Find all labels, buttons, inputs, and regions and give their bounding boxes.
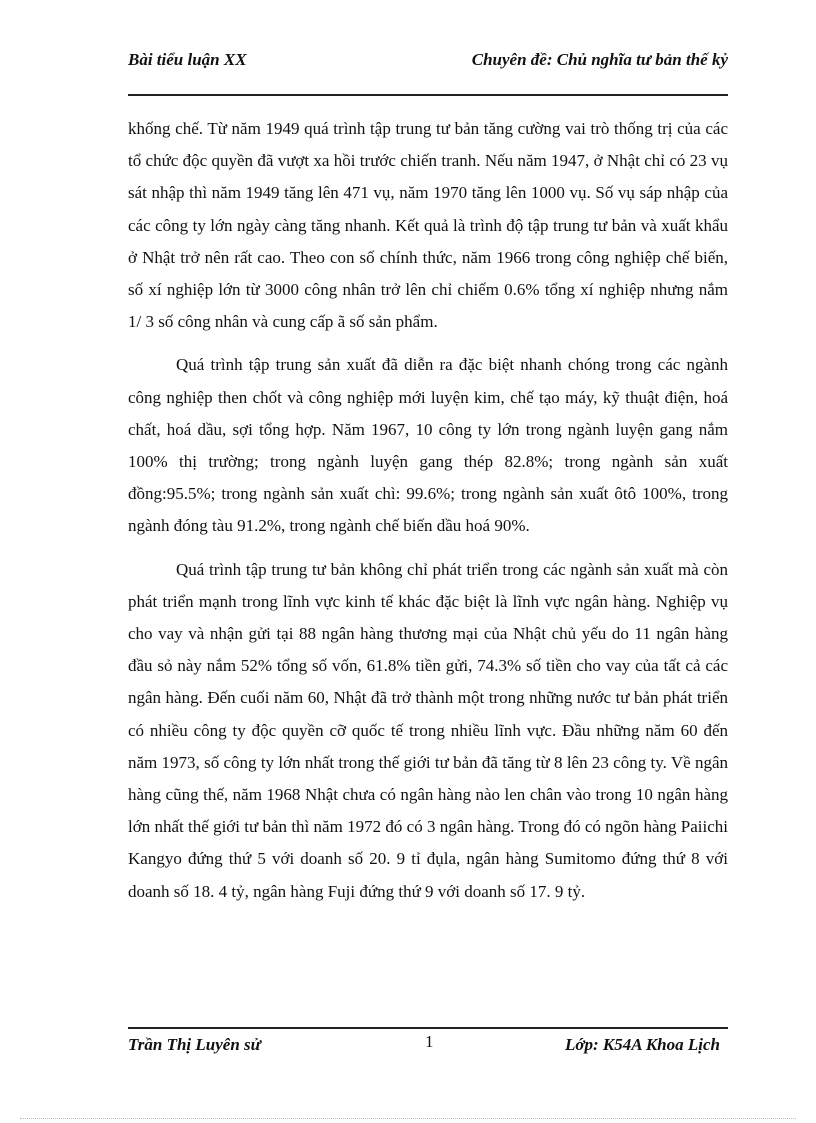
page-number: 1	[425, 1032, 434, 1051]
header-right-topic: Chuyên đề: Chủ nghĩa tư bản thế kỷ	[471, 50, 728, 69]
paragraph-3: Quá trình tập trung tư bản không chỉ phát triển trong các ngành sản xuất mà còn phát triển mạnh trong lĩnh vực kinh tế khác đặc biệt là lĩnh vực ngân hàng. Nghiệp vụ cho vay và nhận gửi tại 88 ngân hàng thương mại của Nhật chủ yếu do 11 ngân hàng đầu sỏ này nắm 52% tổng số vốn, 61.8% tiền gửi, 74.3% số tiền cho vay của tất cả các ngân hàng. Đến cuối năm 60, Nhật đã trở thành một trong những nước tư bản phát triển có nhiều công ty độc quyền cỡ quốc tế trong nhiều lĩnh vực. Đầu những năm 60 đến năm 1973, số công ty lớn nhất trong thế giới tư bản đã tăng từ 8 lên 23 công ty. Về ngân hàng cũng thế, năm 1968 Nhật chưa có ngân hàng nào len chân vào trong 10 ngân hàng lớn nhất thế giới tư bản thì năm 1972 đó có 3 ngân hàng. Trong đó có ngõn hàng Paiichi Kangyo đứng thứ 5 với doanh số 20. 9 tỉ đụla, ngân hàng Sumitomo đứng thứ 8 với doanh số 18. 4 tỷ, ngân hàng Fuji đứng thứ 9 với doanh số 17. 9 tỷ.	[128, 559, 728, 901]
page-footer	[128, 1027, 728, 1089]
paragraph-1: khống chế. Từ năm 1949 quá trình tập trung tư bản tăng cường vai trò thống trị của các tổ chức độc quyền đã vượt xa hồi trước chiến tranh. Nếu năm 1947, ở Nhật chỉ có 23 vụ sát nhập thì năm 1949 tăng lên 471 vụ, năm 1970 tăng lên 1000 vụ. Số vụ sáp nhập của các công ty lớn ngày càng tăng nhanh. Kết quả là trình độ tập trung tư bản và xuất khẩu ở Nhật trở nên rất cao. Theo con số chính thức, năm 1966 trong công nghiệp chế biến, số xí nghiệp lớn từ 3000 công nhân trở lên chỉ chiếm 0.6% tổng xí nghiệp nhưng nắm 1/ 3 số công nhân và cung cấp ã số sản phẩm.	[128, 119, 728, 332]
paragraph-2: Quá trình tập trung sản xuất đã diễn ra đặc biệt nhanh chóng trong các ngành công nghiệp then chốt và công nghiệp mới luyện kim, chế tạo máy, kỹ thuật điện, hoá chất, hoá dầu, sợi tổng hợp. Năm 1967, 10 công ty lớn trong ngành luyện gang nắm 100% thị trường; trong ngành luyện gang thép 82.8%; trong ngành sản xuất đồng:95.5%; trong ngành sản xuất chì: 99.6%; trong ngành sản xuất ôtô 100%, trong ngành đóng tàu 91.2%, trong ngành chế biến dầu hoá 90%.	[128, 355, 728, 536]
document-body	[128, 113, 728, 919]
footer-author: Trần Thị Luyên sử	[128, 1035, 261, 1054]
page-bottom-divider	[20, 1118, 796, 1119]
footer-class: Lớp: K54A Khoa Lịch	[564, 1035, 720, 1054]
page-header	[128, 48, 728, 96]
header-left-title: Bài tiểu luận XX	[128, 50, 247, 69]
